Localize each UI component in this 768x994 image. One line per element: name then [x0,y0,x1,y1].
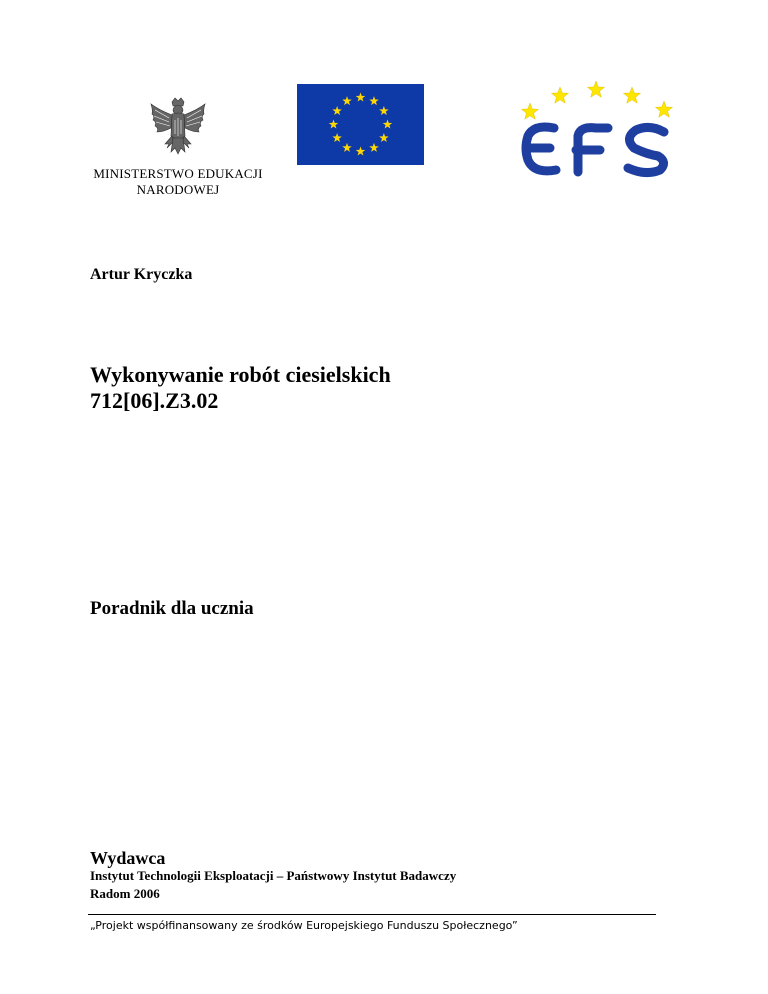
eu-flag-icon [297,84,424,165]
footer-funding-note: „Projekt współfinansowany ze środków Europejskiego Funduszu Społecznego” [90,919,518,932]
title-line2: 712[06].Z3.02 [90,388,219,413]
document-subtitle: Poradnik dla ucznia [90,598,254,619]
efs-star-icon [551,87,568,103]
document-title [90,362,391,414]
ministry-name-line2: NARODOWEJ [136,182,220,197]
ministry-name-line1: MINISTERSTWO EDUKACJI [93,166,263,181]
publisher-place: Radom 2006 [90,886,160,901]
efs-star-icon [587,81,604,97]
efs-star-icon [655,101,672,117]
efs-star-icon [521,103,538,119]
polish-eagle-icon [147,96,209,162]
efs-logo [512,78,678,184]
author-name: Artur Kryczka [90,266,193,283]
publisher-heading: Wydawca [90,848,166,868]
footer-divider [88,914,656,915]
ministry-block [88,96,268,198]
publisher-name: Instytut Technologii Eksploatacji – Państwowy Instytut Badawczy [90,868,457,883]
efs-star-icon [623,87,640,103]
title-line1: Wykonywanie robót ciesielskich [90,362,391,387]
